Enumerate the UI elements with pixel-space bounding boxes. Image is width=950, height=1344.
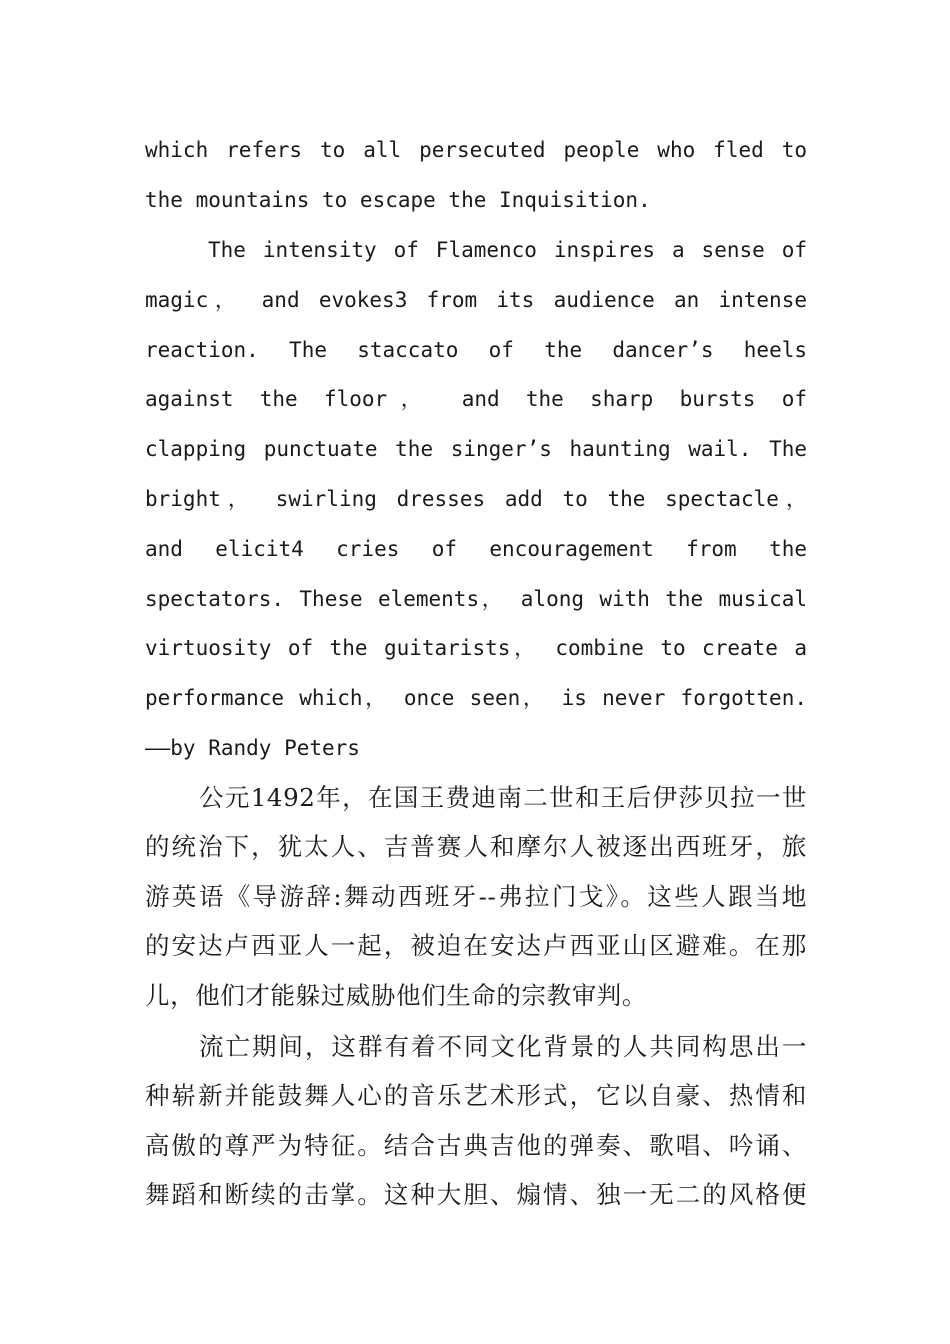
text-line: 儿，他们才能躲过威胁他们生命的宗教审判。 — [145, 981, 647, 1010]
text-line: against the floor， and the sharp bursts of — [145, 387, 807, 411]
text-line: 舞蹈和断续的击掌。这种大胆、煽情、独一无二的风格便 — [145, 1180, 807, 1209]
text-line: 公元1492年，在国王费迪南二世和王后伊莎贝拉一世 — [199, 783, 807, 812]
text-line: and elicit4 cries of encouragement from the — [145, 537, 807, 561]
text-line: virtuosity of the guitarists， combine to create a — [145, 636, 807, 660]
text-line: 的统治下，犹太人、吉普赛人和摩尔人被逐出西班牙，旅 — [145, 832, 807, 861]
text-line: performance which， once seen， is never forgotten. — [145, 686, 807, 710]
text-line: 高傲的尊严为特征。结合古典吉他的弹奏、歌唱、吟诵、 — [145, 1131, 807, 1160]
text-line: the mountains to escape the Inquisition. — [145, 188, 651, 212]
text-line: The intensity of Flamenco inspires a sense of — [208, 238, 807, 262]
text-line: bright， swirling dresses add to the spectacle， — [145, 487, 807, 511]
text-line: magic， and evokes3 from its audience an intense — [145, 288, 807, 312]
text-line: 的安达卢西亚人一起，被迫在安达卢西亚山区避难。在那 — [145, 931, 807, 960]
text-line: 流亡期间，这群有着不同文化背景的人共同构思出一 — [199, 1032, 807, 1061]
text-line: 游英语《导游辞:舞动西班牙--弗拉门戈》。这些人跟当地 — [145, 882, 807, 911]
text-line: which refers to all persecuted people who fled to — [145, 138, 807, 162]
text-line: 种崭新并能鼓舞人心的音乐艺术形式，它以自豪、热情和 — [145, 1081, 807, 1110]
text-line: reaction. The staccato of the dancer’s heels — [145, 338, 807, 362]
text-line: spectators. These elements， along with the musical — [145, 587, 807, 611]
text-line: clapping punctuate the singer’s haunting wail. The — [145, 437, 807, 461]
author-credit: ——by Randy Peters — [145, 736, 360, 760]
